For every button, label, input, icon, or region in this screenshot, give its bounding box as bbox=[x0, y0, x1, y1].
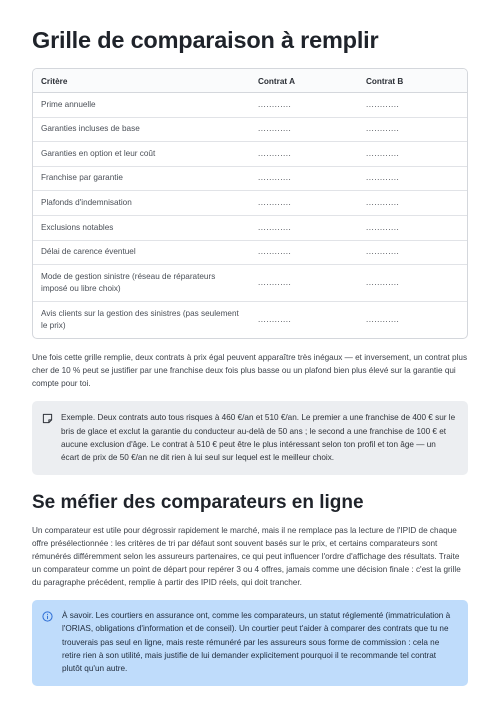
contract-a-cell: ............ bbox=[258, 314, 292, 324]
paragraph-grid-explanation: Une fois cette grille remplie, deux contrats à prix égal peuvent apparaître très inégaux — et inversement, un contrat plus cher de 10 % peut se justifier par une franchise deux fois plus basse ou un plafond bien plus élevé sur la garantie qui compte pour toi. bbox=[32, 353, 468, 389]
criterion-cell: Mode de gestion sinistre (réseau de réparateurs imposé ou libre choix) bbox=[33, 265, 250, 302]
example-callout bbox=[32, 401, 468, 475]
table-row bbox=[33, 166, 467, 191]
table-header-row bbox=[33, 69, 467, 93]
contract-a-cell: ............ bbox=[250, 117, 358, 142]
info-callout bbox=[32, 600, 468, 686]
contract-b-cell: ............ bbox=[358, 93, 467, 118]
contract-a-cell: ............ bbox=[250, 166, 358, 191]
criterion-cell: Franchise par garantie bbox=[33, 166, 250, 191]
header-contract-b: Contrat B bbox=[358, 69, 467, 93]
section-title-comparators: Se méfier des comparateurs en ligne bbox=[32, 491, 364, 513]
contract-b-cell: ............ bbox=[366, 314, 400, 324]
contract-b-cell: ............ bbox=[358, 166, 467, 191]
info-icon bbox=[42, 609, 53, 676]
contract-a-cell: ............ bbox=[250, 265, 358, 302]
note-icon bbox=[42, 411, 53, 465]
contract-a-cell: ............ bbox=[250, 142, 358, 167]
criterion-cell: Délai de carence éventuel bbox=[33, 240, 250, 265]
info-callout-text: À savoir. Les courtiers en assurance ont, comme les comparateurs, un statut réglementé (immatriculation à l'ORIAS, obligations d'information et de conseil). Un courtier peut t'aider à comparer des contrats que tu ne trouverais pas seul en ligne, mais reste rémunéré par les assureurs sous forme de commission : cela ne retire rien à son utilité, mais justifie de lui demander explicitement pourquoi il te recommande tel contrat plutôt qu'un autre. bbox=[62, 610, 451, 674]
contract-a-cell: ............ bbox=[250, 240, 358, 265]
contract-b-cell: ............ bbox=[358, 215, 467, 240]
table-row bbox=[33, 265, 467, 302]
table-row bbox=[33, 240, 467, 265]
header-criterion: Critère bbox=[33, 69, 250, 93]
table-row bbox=[33, 302, 467, 339]
criterion-cell: Garanties en option et leur coût bbox=[33, 142, 250, 167]
table-row bbox=[33, 117, 467, 142]
example-callout-text: Exemple. Deux contrats auto tous risques à 460 €/an et 510 €/an. Le premier a une franchise de 400 € sur le bris de glace et exclut la garantie du conducteur au-delà de 50 ans ; le second a une franchise de 100 € et aucune exclusion d'âge. Le contrat à 510 € peut être le plus intéressant selon ton profil et ton âge — un écart de prix de 50 €/an ne dit rien à lui seul sur lequel est le meilleur choix. bbox=[61, 413, 456, 463]
page-title: Grille de comparaison à remplir bbox=[32, 27, 379, 53]
criterion-cell: Plafonds d'indemnisation bbox=[33, 191, 250, 216]
contract-a-cell: ............ bbox=[250, 191, 358, 216]
contract-b-cell: ............ bbox=[358, 265, 467, 302]
table-row bbox=[33, 142, 467, 167]
contract-b-cell: ............ bbox=[358, 240, 467, 265]
table-row bbox=[33, 191, 467, 216]
header-contract-a: Contrat A bbox=[250, 69, 358, 93]
contract-a-cell: ............ bbox=[250, 93, 358, 118]
criterion-cell: Exclusions notables bbox=[33, 215, 250, 240]
paragraph-comparators: Un comparateur est utile pour dégrossir rapidement le marché, mais il ne remplace pas la lecture de l'IPID de chaque offre présélectionnée : les critères de tri par défaut sont souvent basés sur le prix, et certains comparateurs sont rémunérés différemment selon les assureurs partenaires, ce qui peut influencer l'ordre d'affichage des résultats. Traite un comparateur comme un point de départ pour repérer 3 ou 4 offres, jamais comme une décision finale : c'est la grille du paragraphe précédent, remplie à partir des IPID réels, qui doit trancher. bbox=[32, 525, 461, 587]
contract-b-cell: ............ bbox=[358, 191, 467, 216]
contract-b-cell: ............ bbox=[358, 117, 467, 142]
criterion-cell: Prime annuelle bbox=[33, 93, 250, 118]
criterion-cell: Avis clients sur la gestion des sinistres (pas seulement le prix) bbox=[41, 308, 239, 331]
table-row bbox=[33, 93, 467, 118]
comparison-table bbox=[32, 68, 468, 339]
contract-a-cell: ............ bbox=[250, 215, 358, 240]
contract-b-cell: ............ bbox=[358, 142, 467, 167]
table-row bbox=[33, 215, 467, 240]
criterion-cell: Garanties incluses de base bbox=[33, 117, 250, 142]
